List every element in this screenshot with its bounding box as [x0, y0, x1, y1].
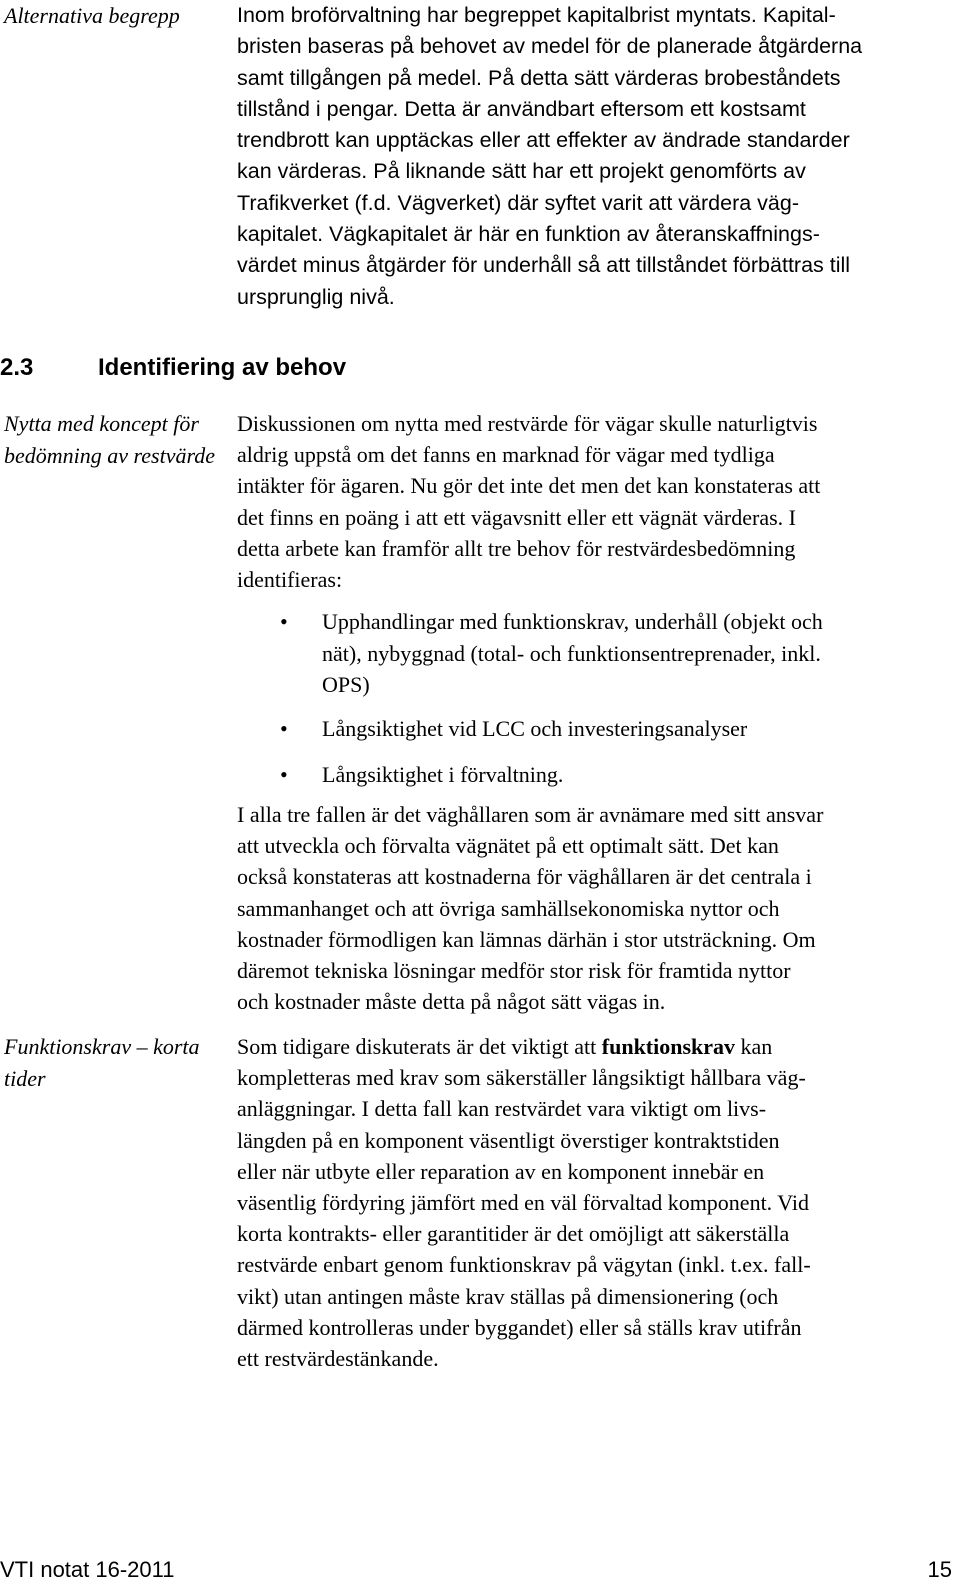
- bullet-icon: •: [280, 716, 288, 741]
- bullet-list-item: [280, 606, 960, 701]
- bullet-list-item: [280, 713, 960, 745]
- page-number: 15: [927, 1557, 952, 1582]
- margin-note-funktionskrav: Funktionskrav – korta tider: [4, 1034, 200, 1091]
- bullet-icon: •: [280, 762, 288, 787]
- paragraph-funktionskrav: [237, 1031, 957, 1374]
- paragraph-text-rest: kan kompletteras med krav som säkerställer långsiktigt hållbara väg- anläggningar. I detta fall kan restvärdet vara viktigt om livs- längden på en komponent väsentligt överstiger kontraktstiden eller när utbyte eller reparation av en komponent innebär en väsentlig fördyring jämfört med en väl förvaltad komponent. Vid korta kontrakts- eller garantitider är det omöjligt att säkerställa restvärde enbart genom funktionskrav på vägytan (inkl. t.ex. fall- vikt) utan antingen måste krav ställas på dimensionering (och därmed kontrolleras under byggandet) eller så ställs krav utifrån ett restvärdestänkande.: [237, 1034, 811, 1372]
- section-title: Identifiering av behov: [98, 354, 347, 381]
- margin-note-alternativa-begrepp: Alternativa begrepp: [4, 3, 180, 28]
- bullet-text: Långsiktighet vid LCC och investeringsanalyser: [322, 716, 748, 741]
- section-number: 2.3: [0, 354, 34, 381]
- footer-publication: VTI notat 16-2011: [0, 1557, 175, 1582]
- bullet-text: Långsiktighet i förvaltning.: [322, 762, 564, 787]
- bold-term: funktionskrav: [601, 1034, 736, 1059]
- bullet-text: Upphandlingar med funktionskrav, underhåll (objekt och nät), nybyggnad (total- och funktionsentreprenader, inkl. OPS): [322, 609, 823, 697]
- paragraph-kapitalbrist: Inom broförvaltning har begreppet kapitalbrist myntats. Kapital- bristen baseras på behovet av medel för de planerade åtgärderna samt tillgången på medel. På detta sätt värderas brobeståndets tillstånd i pengar. Detta är användbart eftersom ett kostsamt trendbrott kan upptäckas eller att effekter av ändrade standarder kan värderas. På liknande sätt har ett projekt genomförts av Trafikverket (f.d. Vägverket) där syftet varit att värdera väg- kapitalet. Vägkapitalet är här en funktion av återanskaffnings- värdet minus åtgärder för underhåll så att tillståndet förbättras till ursprunglig nivå.: [237, 3, 863, 309]
- paragraph-diskussionen: Diskussionen om nytta med restvärde för vägar skulle naturligtvis aldrig uppstå om det fanns en marknad för vägar med tydliga intäkter för ägaren. Nu gör det inte det men det kan konstateras att det finns en poäng i att ett vägavsnitt eller ett vägnät värderas. I detta arbete kan framför allt tre behov för restvärdesbedömning identifieras:: [237, 411, 821, 593]
- paragraph-alla-tre-fallen: I alla tre fallen är det väghållaren som är avnämare med sitt ansvar att utveckla och förvalta vägnätet på ett optimalt sätt. Det kan också konstateras att kostnaderna för väghållaren är det centrala i sammanhanget och att övriga samhällsekonomiska nyttor och kostnader förmodligen kan lämnas därhän i stor utsträckning. Om däremot tekniska lösningar medför stor risk för framtida nyttor och kostnader måste detta på något sätt vägas in.: [237, 802, 824, 1015]
- section-heading: [0, 353, 346, 383]
- paragraph-text-start: Som tidigare diskuterats är det viktigt att: [237, 1034, 602, 1059]
- page-footer: [0, 1556, 952, 1584]
- bullet-list-item: [280, 759, 960, 791]
- margin-note-nytta: Nytta med koncept för bedömning av restvärde: [4, 411, 215, 468]
- bullet-icon: •: [280, 609, 288, 634]
